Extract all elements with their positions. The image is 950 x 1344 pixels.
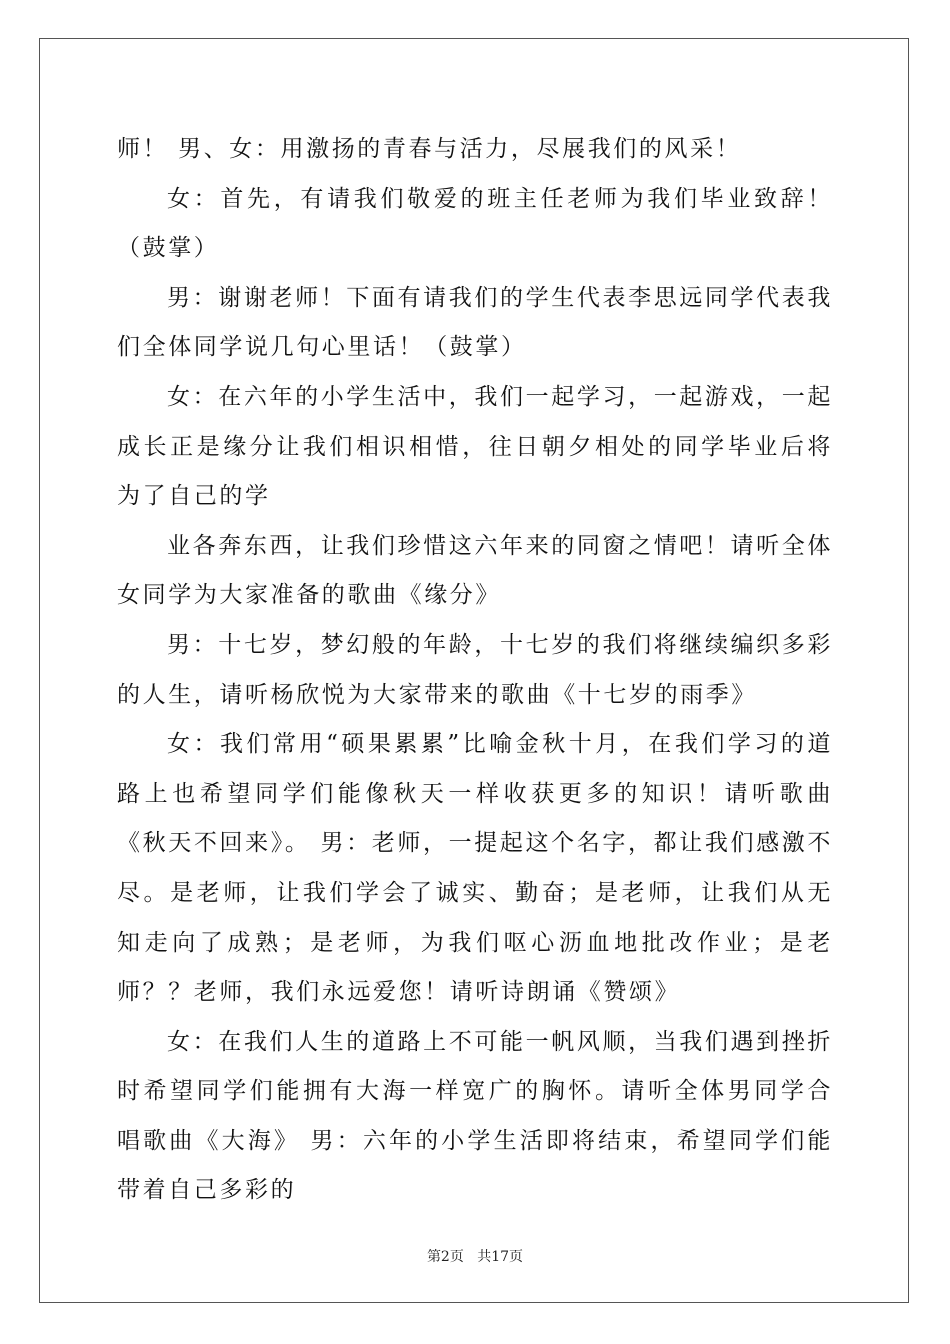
document-body [117,125,833,1216]
paragraph-7: 女：我们常用“硕果累累”比喻金秋十月，在我们学习的道路上也希望同学们能像秋天一样收获更多的知识！请听歌曲《秋天不回来》。 男：老师，一提起这个名字，都让我们感激不尽。是老师，让我们学会了诚实、勤奋；是老师，让我们从无知走向了成熟；是老师，为我们呕心沥血地批改作业；是老师？？老师，我们永远爱您！请听诗朗诵《赞颂》 [117,731,833,1006]
page-number: 第2页 [426,1249,464,1265]
paragraph-5: 业各奔东西，让我们珍惜这六年来的同窗之情吧！请听全体女同学为大家准备的歌曲《缘分》 [117,532,833,609]
page-footer [0,1248,950,1266]
page-total: 共17页 [477,1249,524,1265]
paragraph-3: 男：谢谢老师！下面有请我们的学生代表李思远同学代表我们全体同学说几句心里话！（鼓掌） [117,284,833,361]
paragraph-4: 女：在六年的小学生活中，我们一起学习，一起游戏，一起成长正是缘分让我们相识相惜，往日朝夕相处的同学毕业后将为了自己的学 [117,383,833,510]
paragraph-2: 女：首先，有请我们敬爱的班主任老师为我们毕业致辞！（鼓掌） [117,185,833,262]
paragraph-8: 女：在我们人生的道路上不可能一帆风顺，当我们遇到挫折时希望同学们能拥有大海一样宽广的胸怀。请听全体男同学合唱歌曲《大海》 男：六年的小学生活即将结束，希望同学们能带着自己多彩的 [117,1028,833,1204]
paragraph-1: 师！ 男、女：用激扬的青春与活力，尽展我们的风采！ [117,136,742,162]
paragraph-6: 男：十七岁，梦幻般的年龄，十七岁的我们将继续编织多彩的人生，请听杨欣悦为大家带来的歌曲《十七岁的雨季》 [117,631,833,708]
